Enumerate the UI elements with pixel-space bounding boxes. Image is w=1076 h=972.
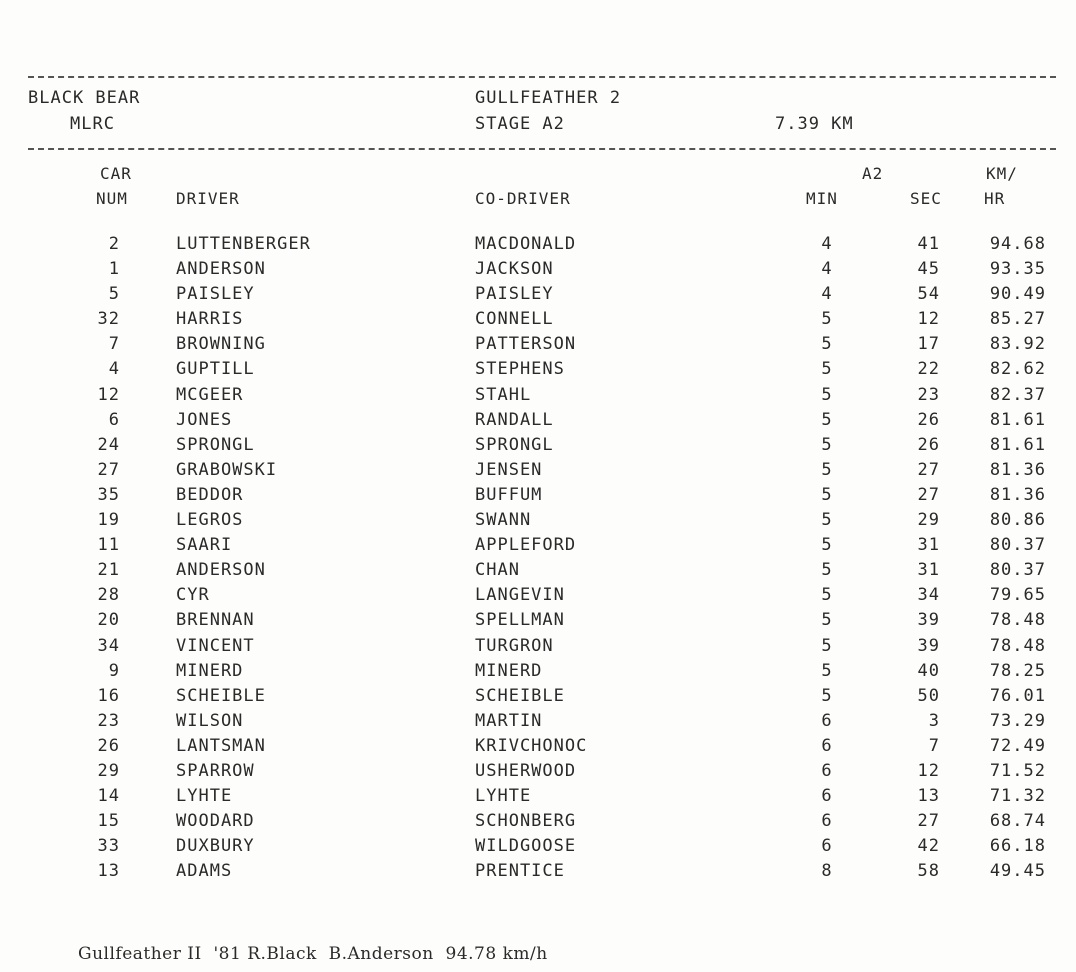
codriver-name: USHERWOOD bbox=[475, 760, 577, 781]
time-sec: 12 bbox=[917, 760, 940, 781]
driver-name: BRENNAN bbox=[176, 610, 255, 631]
codriver-name: BUFFUM bbox=[475, 484, 543, 505]
codriver-name: SPELLMAN bbox=[475, 610, 565, 631]
time-min: 8 bbox=[821, 861, 833, 882]
driver-name: LYHTE bbox=[176, 786, 233, 807]
time-sec: 42 bbox=[917, 836, 940, 857]
car-number: 29 bbox=[97, 760, 120, 781]
time-min: 5 bbox=[821, 334, 833, 355]
table-row bbox=[0, 284, 1076, 309]
speed-kmh: 81.61 bbox=[989, 409, 1046, 430]
driver-name: WOODARD bbox=[176, 811, 255, 832]
car-number: 9 bbox=[108, 660, 120, 681]
car-number: 15 bbox=[97, 811, 120, 832]
speed-kmh: 49.45 bbox=[989, 861, 1046, 882]
col-speed-top: KM/ bbox=[986, 164, 1018, 183]
time-min: 5 bbox=[821, 459, 833, 480]
time-sec: 23 bbox=[917, 384, 940, 405]
speed-kmh: 78.25 bbox=[989, 660, 1046, 681]
table-row bbox=[0, 410, 1076, 435]
time-min: 5 bbox=[821, 610, 833, 631]
driver-name: LEGROS bbox=[176, 510, 244, 531]
time-min: 6 bbox=[821, 786, 833, 807]
driver-name: HARRIS bbox=[176, 309, 244, 330]
codriver-name: PAISLEY bbox=[475, 284, 554, 305]
time-sec: 26 bbox=[917, 434, 940, 455]
time-sec: 45 bbox=[917, 259, 940, 280]
driver-name: VINCENT bbox=[176, 635, 255, 656]
time-min: 5 bbox=[821, 309, 833, 330]
time-sec: 58 bbox=[917, 861, 940, 882]
stage-name: STAGE A2 bbox=[475, 114, 565, 134]
speed-kmh: 72.49 bbox=[989, 735, 1046, 756]
car-number: 16 bbox=[97, 685, 120, 706]
footer-note: Gullfeather II '81 R.Black B.Anderson 94.78 km/h bbox=[78, 944, 548, 964]
car-number: 27 bbox=[97, 459, 120, 480]
time-sec: 39 bbox=[917, 635, 940, 656]
car-number: 1 bbox=[108, 259, 120, 280]
speed-kmh: 71.52 bbox=[989, 760, 1046, 781]
time-sec: 17 bbox=[917, 334, 940, 355]
table-row bbox=[0, 861, 1076, 886]
speed-kmh: 80.37 bbox=[989, 560, 1046, 581]
codriver-name: PRENTICE bbox=[475, 861, 565, 882]
col-car-top: CAR bbox=[100, 164, 132, 183]
codriver-name: TURGRON bbox=[475, 635, 554, 656]
time-sec: 34 bbox=[917, 585, 940, 606]
car-number: 26 bbox=[97, 735, 120, 756]
driver-name: DUXBURY bbox=[176, 836, 255, 857]
time-sec: 41 bbox=[917, 234, 940, 254]
speed-kmh: 81.36 bbox=[989, 459, 1046, 480]
table-row bbox=[0, 661, 1076, 686]
table-row bbox=[0, 385, 1076, 410]
car-number: 2 bbox=[108, 234, 120, 254]
driver-name: PAISLEY bbox=[176, 284, 255, 305]
driver-name: SCHEIBLE bbox=[176, 685, 266, 706]
time-sec: 29 bbox=[917, 510, 940, 531]
speed-kmh: 81.61 bbox=[989, 434, 1046, 455]
speed-kmh: 85.27 bbox=[989, 309, 1046, 330]
table-row bbox=[0, 811, 1076, 836]
speed-kmh: 73.29 bbox=[989, 710, 1046, 731]
results-table bbox=[0, 234, 1076, 886]
driver-name: SPRONGL bbox=[176, 434, 255, 455]
table-row bbox=[0, 610, 1076, 635]
col-driver: DRIVER bbox=[176, 189, 240, 208]
driver-name: MCGEER bbox=[176, 384, 244, 405]
col-sec: SEC bbox=[910, 189, 942, 208]
speed-kmh: 80.86 bbox=[989, 510, 1046, 531]
stage-distance: 7.39 KM bbox=[775, 114, 854, 134]
codriver-name: CONNELL bbox=[475, 309, 554, 330]
top-divider bbox=[28, 76, 1056, 78]
time-sec: 39 bbox=[917, 610, 940, 631]
driver-name: GRABOWSKI bbox=[176, 459, 278, 480]
codriver-name: SCHEIBLE bbox=[475, 685, 565, 706]
car-number: 12 bbox=[97, 384, 120, 405]
col-min: MIN bbox=[806, 189, 838, 208]
time-sec: 27 bbox=[917, 811, 940, 832]
driver-name: BEDDOR bbox=[176, 484, 244, 505]
time-min: 4 bbox=[821, 259, 833, 280]
driver-name: SAARI bbox=[176, 535, 233, 556]
driver-name: CYR bbox=[176, 585, 210, 606]
time-min: 6 bbox=[821, 735, 833, 756]
time-sec: 50 bbox=[917, 685, 940, 706]
driver-name: ANDERSON bbox=[176, 259, 266, 280]
driver-name: SPARROW bbox=[176, 760, 255, 781]
table-row bbox=[0, 786, 1076, 811]
speed-kmh: 83.92 bbox=[989, 334, 1046, 355]
time-sec: 27 bbox=[917, 459, 940, 480]
car-number: 33 bbox=[97, 836, 120, 857]
time-sec: 31 bbox=[917, 535, 940, 556]
organizer-name: BLACK BEAR bbox=[28, 88, 141, 108]
car-number: 7 bbox=[108, 334, 120, 355]
car-number: 23 bbox=[97, 710, 120, 731]
codriver-name: JENSEN bbox=[475, 459, 543, 480]
car-number: 6 bbox=[108, 409, 120, 430]
time-min: 5 bbox=[821, 484, 833, 505]
codriver-name: RANDALL bbox=[475, 409, 554, 430]
col-stage-label: A2 bbox=[862, 164, 884, 183]
table-row bbox=[0, 560, 1076, 585]
time-min: 5 bbox=[821, 585, 833, 606]
speed-kmh: 94.68 bbox=[989, 234, 1046, 254]
speed-kmh: 80.37 bbox=[989, 535, 1046, 556]
col-speed-bottom: HR bbox=[984, 189, 1006, 208]
codriver-name: CHAN bbox=[475, 560, 520, 581]
header-divider bbox=[28, 148, 1056, 150]
speed-kmh: 81.36 bbox=[989, 484, 1046, 505]
table-row bbox=[0, 485, 1076, 510]
time-sec: 54 bbox=[917, 284, 940, 305]
codriver-name: PATTERSON bbox=[475, 334, 577, 355]
table-row bbox=[0, 636, 1076, 661]
col-car-bottom: NUM bbox=[96, 189, 128, 208]
time-min: 5 bbox=[821, 434, 833, 455]
codriver-name: KRIVCHONOC bbox=[475, 735, 588, 756]
car-number: 5 bbox=[108, 284, 120, 305]
car-number: 11 bbox=[97, 535, 120, 556]
time-min: 6 bbox=[821, 811, 833, 832]
driver-name: ADAMS bbox=[176, 861, 233, 882]
speed-kmh: 66.18 bbox=[989, 836, 1046, 857]
table-row bbox=[0, 309, 1076, 334]
time-min: 5 bbox=[821, 635, 833, 656]
speed-kmh: 93.35 bbox=[989, 259, 1046, 280]
speed-kmh: 71.32 bbox=[989, 786, 1046, 807]
codriver-name: SCHONBERG bbox=[475, 811, 577, 832]
car-number: 35 bbox=[97, 484, 120, 505]
time-min: 5 bbox=[821, 560, 833, 581]
table-row bbox=[0, 435, 1076, 460]
table-row bbox=[0, 836, 1076, 861]
time-sec: 7 bbox=[928, 735, 940, 756]
time-min: 5 bbox=[821, 685, 833, 706]
driver-name: WILSON bbox=[176, 710, 244, 731]
col-codriver: CO-DRIVER bbox=[475, 189, 571, 208]
driver-name: LANTSMAN bbox=[176, 735, 266, 756]
codriver-name: JACKSON bbox=[475, 259, 554, 280]
codriver-name: MACDONALD bbox=[475, 234, 577, 254]
driver-name: GUPTILL bbox=[176, 359, 255, 380]
table-row bbox=[0, 359, 1076, 384]
time-min: 4 bbox=[821, 234, 833, 254]
table-row bbox=[0, 585, 1076, 610]
table-row bbox=[0, 259, 1076, 284]
time-min: 5 bbox=[821, 409, 833, 430]
codriver-name: WILDGOOSE bbox=[475, 836, 577, 857]
time-sec: 40 bbox=[917, 660, 940, 681]
speed-kmh: 79.65 bbox=[989, 585, 1046, 606]
time-sec: 27 bbox=[917, 484, 940, 505]
time-sec: 22 bbox=[917, 359, 940, 380]
car-number: 21 bbox=[97, 560, 120, 581]
car-number: 13 bbox=[97, 861, 120, 882]
time-sec: 31 bbox=[917, 560, 940, 581]
car-number: 19 bbox=[97, 510, 120, 531]
codriver-name: MINERD bbox=[475, 660, 543, 681]
speed-kmh: 78.48 bbox=[989, 610, 1046, 631]
table-row bbox=[0, 535, 1076, 560]
driver-name: BROWNING bbox=[176, 334, 266, 355]
event-name: GULLFEATHER 2 bbox=[475, 88, 622, 108]
time-sec: 12 bbox=[917, 309, 940, 330]
car-number: 24 bbox=[97, 434, 120, 455]
car-number: 20 bbox=[97, 610, 120, 631]
time-min: 5 bbox=[821, 359, 833, 380]
time-sec: 13 bbox=[917, 786, 940, 807]
car-number: 4 bbox=[108, 359, 120, 380]
time-sec: 26 bbox=[917, 409, 940, 430]
car-number: 28 bbox=[97, 585, 120, 606]
speed-kmh: 82.62 bbox=[989, 359, 1046, 380]
speed-kmh: 76.01 bbox=[989, 685, 1046, 706]
codriver-name: LANGEVIN bbox=[475, 585, 565, 606]
time-min: 5 bbox=[821, 510, 833, 531]
table-row bbox=[0, 460, 1076, 485]
speed-kmh: 82.37 bbox=[989, 384, 1046, 405]
speed-kmh: 90.49 bbox=[989, 284, 1046, 305]
codriver-name: STAHL bbox=[475, 384, 532, 405]
driver-name: LUTTENBERGER bbox=[176, 234, 311, 254]
driver-name: JONES bbox=[176, 409, 233, 430]
table-row bbox=[0, 686, 1076, 711]
codriver-name: APPLEFORD bbox=[475, 535, 577, 556]
time-sec: 3 bbox=[928, 710, 940, 731]
speed-kmh: 68.74 bbox=[989, 811, 1046, 832]
time-min: 4 bbox=[821, 284, 833, 305]
time-min: 6 bbox=[821, 836, 833, 857]
table-row bbox=[0, 334, 1076, 359]
time-min: 5 bbox=[821, 384, 833, 405]
table-row bbox=[0, 761, 1076, 786]
car-number: 32 bbox=[97, 309, 120, 330]
time-min: 5 bbox=[821, 660, 833, 681]
table-row bbox=[0, 711, 1076, 736]
speed-kmh: 78.48 bbox=[989, 635, 1046, 656]
codriver-name: MARTIN bbox=[475, 710, 543, 731]
table-row bbox=[0, 510, 1076, 535]
car-number: 34 bbox=[97, 635, 120, 656]
codriver-name: SPRONGL bbox=[475, 434, 554, 455]
codriver-name: LYHTE bbox=[475, 786, 532, 807]
codriver-name: STEPHENS bbox=[475, 359, 565, 380]
table-row bbox=[0, 736, 1076, 761]
driver-name: ANDERSON bbox=[176, 560, 266, 581]
organizer-club: MLRC bbox=[70, 114, 115, 134]
driver-name: MINERD bbox=[176, 660, 244, 681]
time-min: 5 bbox=[821, 535, 833, 556]
time-min: 6 bbox=[821, 710, 833, 731]
time-min: 6 bbox=[821, 760, 833, 781]
codriver-name: SWANN bbox=[475, 510, 532, 531]
table-row bbox=[0, 234, 1076, 259]
car-number: 14 bbox=[97, 786, 120, 807]
